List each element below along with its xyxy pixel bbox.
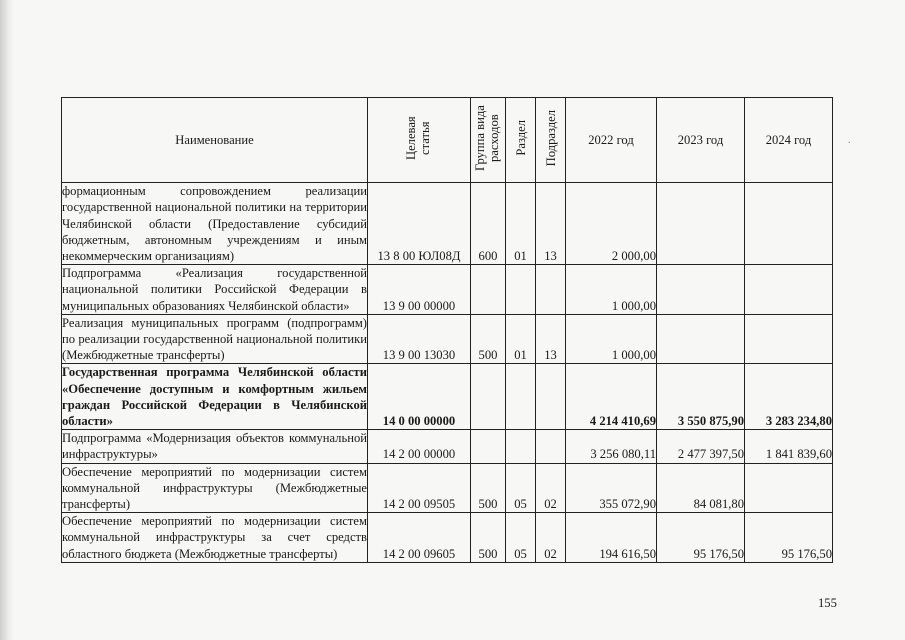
header-group	[471, 98, 506, 183]
scan-edge	[0, 0, 14, 640]
row-code: 14 2 00 00000	[368, 430, 471, 463]
row-y2022: 355 072,90	[566, 463, 657, 513]
row-section	[506, 364, 536, 430]
row-y2024: 1 841 839,60	[745, 430, 833, 463]
row-y2023	[657, 183, 745, 265]
table-row	[62, 364, 833, 430]
row-subsection: 13	[536, 183, 566, 265]
table-row	[62, 463, 833, 513]
row-y2023	[657, 265, 745, 315]
row-y2022: 1 000,00	[566, 265, 657, 315]
row-subsection: 02	[536, 513, 566, 563]
budget-table	[61, 97, 833, 563]
row-section: 01	[506, 314, 536, 364]
row-name: Подпрограмма «Модернизация объектов коммунальной инфраструктуры»	[62, 431, 367, 462]
header-name: Наименование	[62, 98, 368, 183]
header-year-2022: 2022 год	[566, 98, 657, 183]
row-code: 14 2 00 09505	[368, 463, 471, 513]
row-section	[506, 265, 536, 315]
row-name: Обеспечение мероприятий по модернизации систем коммунальной инфраструктуры (Межбюджетные трансферты)	[62, 464, 367, 512]
row-code: 13 9 00 00000	[368, 265, 471, 315]
row-y2023	[657, 314, 745, 364]
header-code-text: Целевая статья	[404, 116, 432, 160]
row-y2023: 84 081,80	[657, 463, 745, 513]
header-year-2024: 2024 год	[745, 98, 833, 183]
row-code: 13 9 00 13030	[368, 314, 471, 364]
row-y2024: 95 176,50	[745, 513, 833, 563]
header-group-text: Группа вида расходов	[473, 105, 501, 171]
row-name: Обеспечение мероприятий по модернизации систем коммунальной инфраструктуры за счет средств областного бюджета (Межбюджетные трансферты)	[62, 514, 367, 561]
row-y2023: 2 477 397,50	[657, 430, 745, 463]
row-subsection: 13	[536, 314, 566, 364]
header-subsection-text: Подраздел	[543, 109, 558, 167]
row-subsection	[536, 364, 566, 430]
table-row	[62, 430, 833, 463]
header-section	[506, 98, 536, 183]
table-header-row	[62, 98, 833, 183]
row-group: 600	[471, 183, 506, 265]
header-section-text: Раздел	[513, 120, 528, 156]
row-group	[471, 265, 506, 315]
header-code	[368, 98, 471, 183]
table-row	[62, 183, 833, 265]
row-y2022: 3 256 080,11	[566, 430, 657, 463]
row-name: Реализация муниципальных программ (подпрограмм) по реализации государственной национальной политики (Межбюджетные трансферты)	[62, 315, 367, 363]
row-name: Государственная программа Челябинской области «Обеспечение доступным и комфортным жильем граждан Российской Федерации в Челябинской области»	[62, 365, 367, 429]
table-row	[62, 314, 833, 364]
table-row	[62, 265, 833, 315]
row-y2024	[745, 463, 833, 513]
row-y2024: 3 283 234,80	[745, 364, 833, 430]
page-number: 155	[818, 596, 837, 610]
row-y2022: 1 000,00	[566, 314, 657, 364]
row-y2022: 4 214 410,69	[566, 364, 657, 430]
row-y2024	[745, 183, 833, 265]
row-code: 14 2 00 09605	[368, 513, 471, 563]
row-name: формационным сопровождением реализации государственной национальной политики на территории Челябинской области (Предоставление субсидий бюджетным, автономным учреждениям и иным некоммерческим организациям)	[62, 184, 367, 264]
row-y2023: 95 176,50	[657, 513, 745, 563]
row-name: Подпрограмма «Реализация государственной национальной политики Российской Федерации в муниципальных образованиях Челябинской области»	[62, 266, 367, 313]
row-group	[471, 430, 506, 463]
row-section: 01	[506, 183, 536, 265]
row-code: 14 0 00 00000	[368, 364, 471, 430]
row-group: 500	[471, 463, 506, 513]
row-section: 05	[506, 513, 536, 563]
row-group: 500	[471, 314, 506, 364]
header-subsection	[536, 98, 566, 183]
row-y2022: 194 616,50	[566, 513, 657, 563]
row-subsection	[536, 265, 566, 315]
row-code: 13 8 00 ЮЛ08Д	[368, 183, 471, 265]
row-y2022: 2 000,00	[566, 183, 657, 265]
scan-speck: .	[848, 135, 851, 146]
row-group	[471, 364, 506, 430]
row-y2023: 3 550 875,90	[657, 364, 745, 430]
row-subsection	[536, 430, 566, 463]
row-subsection: 02	[536, 463, 566, 513]
row-section: 05	[506, 463, 536, 513]
header-year-2023: 2023 год	[657, 98, 745, 183]
row-group: 500	[471, 513, 506, 563]
row-y2024	[745, 314, 833, 364]
row-section	[506, 430, 536, 463]
row-y2024	[745, 265, 833, 315]
table-row	[62, 513, 833, 563]
